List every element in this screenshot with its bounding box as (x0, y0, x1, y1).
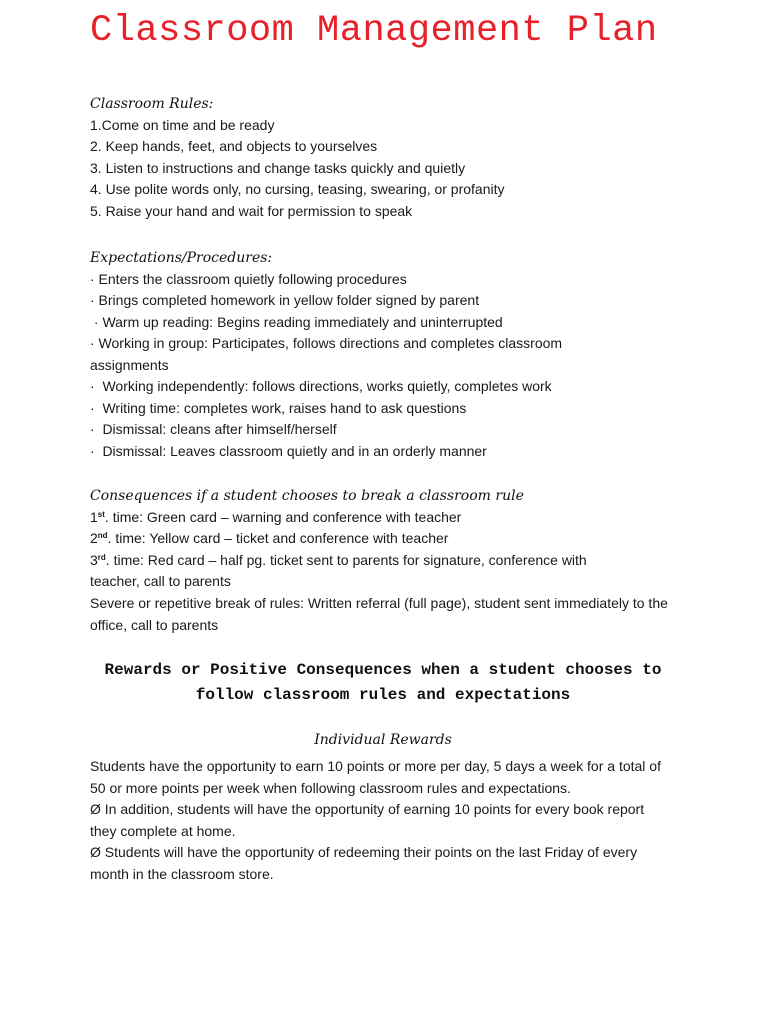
rewards-paragraph: Ø Students will have the opportunity of redeeming their points on the last Friday of every month in the classroom store. (90, 844, 638, 882)
rules-section (90, 93, 690, 222)
expectations-section (90, 247, 690, 462)
rules-heading: Classroom Rules: (90, 96, 214, 112)
consequences-heading: Consequences if a student chooses to break a classroom rule (90, 488, 524, 504)
individual-rewards-heading: Individual Rewards (314, 732, 452, 748)
rule-item: 5. Raise your hand and wait for permission to speak (90, 202, 413, 219)
rule-item: 1.Come on time and be ready (90, 117, 275, 133)
expectation-item: · Warm up reading: Begins reading immediately and uninterrupted (90, 313, 503, 330)
expectation-item: · Working independently: follows directions, works quietly, completes work (90, 378, 552, 395)
consequences-section (90, 485, 690, 636)
individual-rewards-body (90, 756, 665, 886)
expectation-item: · Brings completed homework in yellow folder signed by parent (90, 292, 480, 309)
expectations-heading: Expectations/Procedures: (90, 250, 273, 266)
expectation-item: · Enters the classroom quietly following procedures (90, 271, 407, 287)
expectation-item: · Dismissal: Leaves classroom quietly and in an orderly manner (90, 442, 487, 459)
rewards-heading: Rewards or Positive Consequences when a student chooses to follow classroom rules and expectations (104, 661, 662, 704)
document-title: Classroom Management Plan (90, 10, 658, 52)
rule-item: 4. Use polite words only, no cursing, teasing, swearing, or profanity (90, 181, 505, 198)
consequence-severe: Severe or repetitive break of rules: Written referral (full page), student sent immediately to the office, call to parents (90, 595, 668, 633)
consequence-second: 2nd. time: Yellow card – ticket and conference with teacher (90, 530, 449, 547)
consequence-third: 3rd. time: Red card – half pg. ticket sent to parents for signature, conference with teacher, call to parents (90, 551, 587, 590)
expectation-item: · Working in group: Participates, follows directions and completes classroom assignments (90, 335, 563, 373)
expectation-item: · Writing time: completes work, raises hand to ask questions (90, 399, 467, 416)
rule-item: 3. Listen to instructions and change tasks quickly and quietly (90, 159, 466, 176)
consequence-first: 1st. time: Green card – warning and conference with teacher (90, 509, 462, 525)
expectation-item: · Dismissal: cleans after himself/herself (90, 421, 337, 438)
rewards-paragraph: Students have the opportunity to earn 10 points or more per day, 5 days a week for a total of 50 or more points per week when following classroom rules and expectations. (90, 758, 661, 796)
rule-item: 2. Keep hands, feet, and objects to yourselves (90, 138, 378, 155)
rewards-paragraph: Ø In addition, students will have the opportunity of earning 10 points for every book report they complete at home. (90, 801, 645, 839)
